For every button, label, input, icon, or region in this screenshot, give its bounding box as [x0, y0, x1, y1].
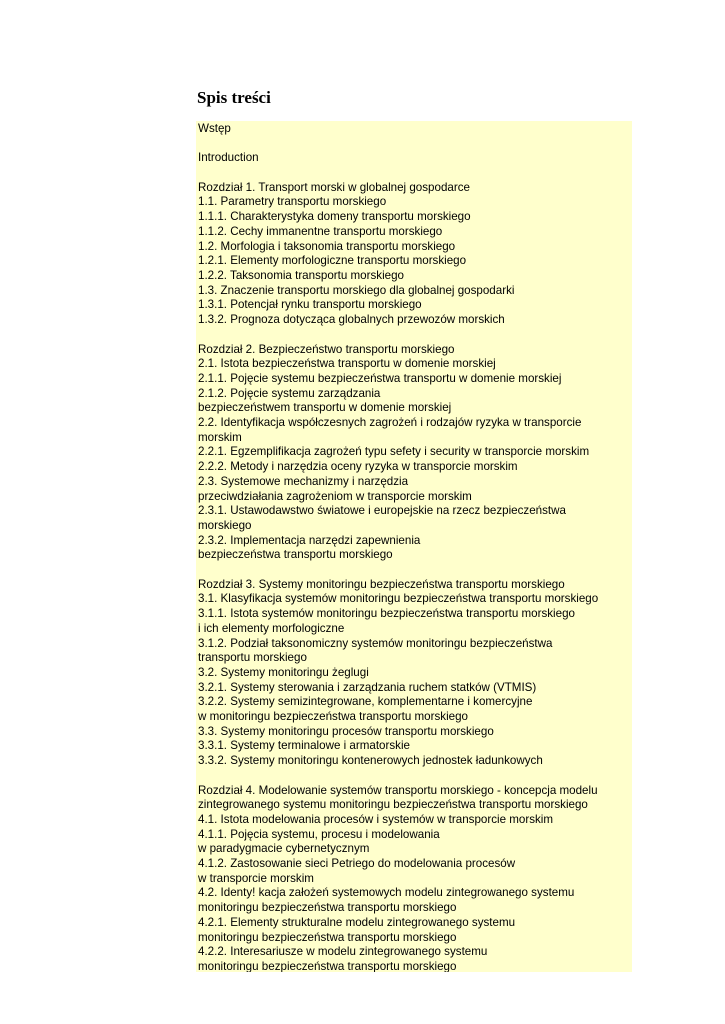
toc-entry: 3.3.1. Systemy terminalowe i armatorskie: [198, 739, 410, 753]
toc-entry: i ich elementy morfologiczne: [198, 621, 345, 635]
toc-entry: 2.1.1. Pojęcie systemu bezpieczeństwa transportu w domenie morskiej: [198, 371, 562, 385]
toc-entry: 1.3. Znaczenie transportu morskiego dla globalnej gospodarki: [198, 283, 515, 297]
toc-spacer: [198, 166, 632, 181]
toc-entry: 3.1. Klasyfikacja systemów monitoringu bezpieczeństwa transportu morskiego: [198, 592, 599, 606]
toc-entry: 2.1. Istota bezpieczeństwa transportu w domenie morskiej: [198, 357, 496, 371]
toc-entry: 3.3. Systemy monitoringu procesów transportu morskiego: [198, 724, 494, 738]
toc-entry: w transporcie morskim: [198, 871, 314, 885]
toc-entry: transportu morskiego: [198, 651, 307, 665]
toc-entry: morskim: [198, 430, 242, 444]
toc-entry: w paradygmacie cybernetycznym: [198, 842, 370, 856]
toc-entry: 1.1. Parametry transportu morskiego: [198, 195, 387, 209]
toc-entry: morskiego: [198, 518, 252, 532]
toc-entry: 2.2.2. Metody i narzędzia oceny ryzyka w transporcie morskim: [198, 460, 518, 474]
toc-entry: 1.1.2. Cechy immanentne transportu morskiego: [198, 224, 443, 238]
toc-entry: 4.2.2. Interesariusze w modelu zintegrowanego systemu: [198, 945, 488, 959]
toc-entry: 3.2.1. Systemy sterowania i zarządzania ruchem statków (VTMIS): [198, 680, 537, 694]
toc-entry: 2.2.1. Egzemplifikacja zagrożeń typu sefety i security w transporcie morskim: [198, 445, 590, 459]
toc-entry: 4.1.2. Zastosowanie sieci Petriego do modelowania procesów: [198, 857, 516, 871]
page-title: Spis treści: [197, 88, 271, 107]
toc-entry: 1.2.1. Elementy morfologiczne transportu morskiego: [198, 254, 467, 268]
toc-entry: Introduction: [198, 151, 259, 165]
toc-entry: monitoringu bezpieczeństwa transportu morskiego: [198, 960, 457, 972]
toc-entry: bezpieczeństwa transportu morskiego: [198, 548, 393, 562]
toc-entry: 2.1.2. Pojęcie systemu zarządzania: [198, 386, 381, 400]
toc-entry: monitoringu bezpieczeństwa transportu morskiego: [198, 930, 457, 944]
toc-entry: Rozdział 3. Systemy monitoringu bezpieczeństwa transportu morskiego: [198, 577, 565, 591]
toc-entry: Rozdział 4. Modelowanie systemów transportu morskiego - koncepcja modelu: [198, 783, 598, 797]
toc-entry: 3.1.1. Istota systemów monitoringu bezpieczeństwa transportu morskiego: [198, 607, 575, 621]
toc-spacer: [198, 137, 632, 152]
toc-entry: 2.3.1. Ustawodawstwo światowe i europejskie na rzecz bezpieczeństwa: [198, 504, 566, 518]
toc-entry: 2.3. Systemowe mechanizmy i narzędzia: [198, 474, 409, 488]
toc-entry: 2.3.2. Implementacja narzędzi zapewnienia: [198, 533, 421, 547]
toc-entry: 1.2.2. Taksonomia transportu morskiego: [198, 269, 405, 282]
toc-entry: 2.2. Identyfikacja współczesnych zagrożeń i rodzajów ryzyka w transporcie: [198, 416, 582, 430]
toc-entry: 4.2. Identy! kacja założeń systemowych modelu zintegrowanego systemu: [198, 886, 575, 900]
toc-entry: 4.1.1. Pojęcia systemu, procesu i modelowania: [198, 827, 440, 841]
toc-entry: monitoringu bezpieczeństwa transportu morskiego: [198, 901, 457, 915]
toc-entry: przeciwdziałania zagrożeniom w transporcie morskim: [198, 489, 472, 503]
table-of-contents: [196, 121, 632, 972]
toc-entry: 3.2.2. Systemy semizintegrowane, komplementarne i komercyjne: [198, 695, 533, 709]
toc-entry: Rozdział 2. Bezpieczeństwo transportu morskiego: [198, 342, 455, 356]
toc-spacer: [198, 769, 632, 784]
toc-spacer: [198, 328, 632, 343]
toc-entry: 4.1. Istota modelowania procesów i systemów w transporcie morskim: [198, 812, 554, 826]
toc-entry: 1.2. Morfologia i taksonomia transportu morskiego: [198, 239, 456, 253]
toc-entry: Rozdział 1. Transport morski w globalnej gospodarce: [198, 180, 470, 194]
toc-entry: 1.3.2. Prognoza dotycząca globalnych przewozów morskich: [198, 313, 505, 327]
toc-entry: bezpieczeństwem transportu w domenie morskiej: [198, 401, 452, 415]
toc-entry: w monitoringu bezpieczeństwa transportu morskiego: [198, 710, 469, 724]
toc-entry: 3.2. Systemy monitoringu żeglugi: [198, 665, 369, 679]
toc-spacer: [198, 563, 632, 578]
toc-entry: Wstęp: [198, 122, 231, 135]
toc-entry: 3.3.2. Systemy monitoringu kontenerowych jednostek ładunkowych: [198, 754, 543, 768]
toc-entry: zintegrowanego systemu monitoringu bezpieczeństwa transportu morskiego: [198, 798, 588, 812]
toc-entry: 1.1.1. Charakterystyka domeny transportu morskiego: [198, 210, 471, 224]
toc-entry: 3.1.2. Podział taksonomiczny systemów monitoringu bezpieczeństwa: [198, 636, 553, 650]
toc-entry: 4.2.1. Elementy strukturalne modelu zintegrowanego systemu: [198, 915, 516, 929]
toc-entry: 1.3.1. Potencjał rynku transportu morskiego: [198, 298, 422, 312]
